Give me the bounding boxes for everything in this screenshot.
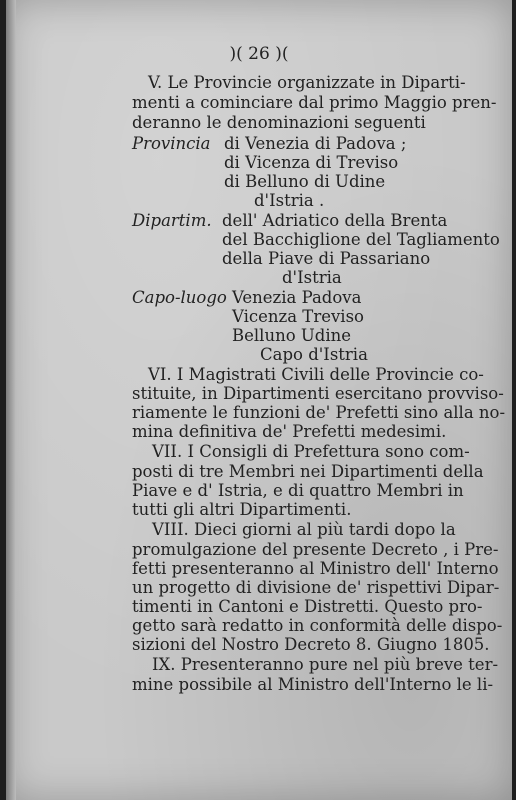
text-line: mine possibile al Ministro dell'Interno le li- xyxy=(132,675,494,694)
text-line: Belluno Udine xyxy=(232,326,352,345)
row-label: Dipartim. xyxy=(132,211,212,230)
text-line: sizioni del Nostro Decreto 8. Giugno 1805. xyxy=(132,635,490,654)
text-line: Capo d'Istria xyxy=(260,345,368,364)
text-line: menti a cominciare dal primo Maggio pren- xyxy=(132,93,497,112)
text-line: IX. Presenteranno pure nel più breve ter- xyxy=(152,655,499,674)
row-label: Provincia xyxy=(132,134,211,153)
text-line: stituite, in Dipartimenti esercitano provviso- xyxy=(132,384,504,403)
text-line: deranno le denominazioni seguenti xyxy=(132,113,426,132)
text-line: VI. I Magistrati Civili delle Provincie co- xyxy=(148,365,484,384)
document-page xyxy=(6,0,512,800)
text-line: d'Istria xyxy=(282,268,342,287)
text-line: tutti gli altri Dipartimenti. xyxy=(132,500,352,519)
text-line: d'Istria . xyxy=(254,191,325,210)
text-line: Piave e d' Istria, e di quattro Membri in xyxy=(132,481,464,500)
text-line: VII. I Consigli di Prefettura sono com- xyxy=(152,442,470,461)
page-header: )( 26 )( xyxy=(229,44,289,64)
text-line: riamente le funzioni de' Prefetti sino alla no- xyxy=(132,403,506,422)
text-line: dell' Adriatico della Brenta xyxy=(222,211,448,230)
text-line: di Belluno di Udine xyxy=(224,172,386,191)
text-line: getto sarà redatto in conformità delle dispo- xyxy=(132,616,503,635)
text-line: un progetto di divisione de' rispettivi Dipar- xyxy=(132,578,500,597)
text-line: promulgazione del presente Decreto , i Pre- xyxy=(132,540,499,559)
text-line: mina definitiva de' Prefetti medesimi. xyxy=(132,422,447,441)
text-line: fetti presenteranno al Ministro dell' Interno xyxy=(132,559,499,578)
text-line: di Vicenza di Treviso xyxy=(224,153,399,172)
text-line: timenti in Cantoni e Distretti. Questo pro- xyxy=(132,597,483,616)
text-line: di Venezia di Padova ; xyxy=(224,134,407,153)
row-label: Capo-luogo xyxy=(132,288,227,307)
text-line: Venezia Padova xyxy=(232,288,362,307)
text-line: del Bacchiglione del Tagliamento xyxy=(222,230,500,249)
text-line: della Piave di Passariano xyxy=(222,249,431,268)
text-line: V. Le Provincie organizzate in Diparti- xyxy=(148,73,466,92)
text-line: VIII. Dieci giorni al più tardi dopo la xyxy=(152,520,456,539)
page-edge xyxy=(6,0,16,800)
text-line: Vicenza Treviso xyxy=(232,307,364,326)
text-line: posti di tre Membri nei Dipartimenti della xyxy=(132,462,484,481)
